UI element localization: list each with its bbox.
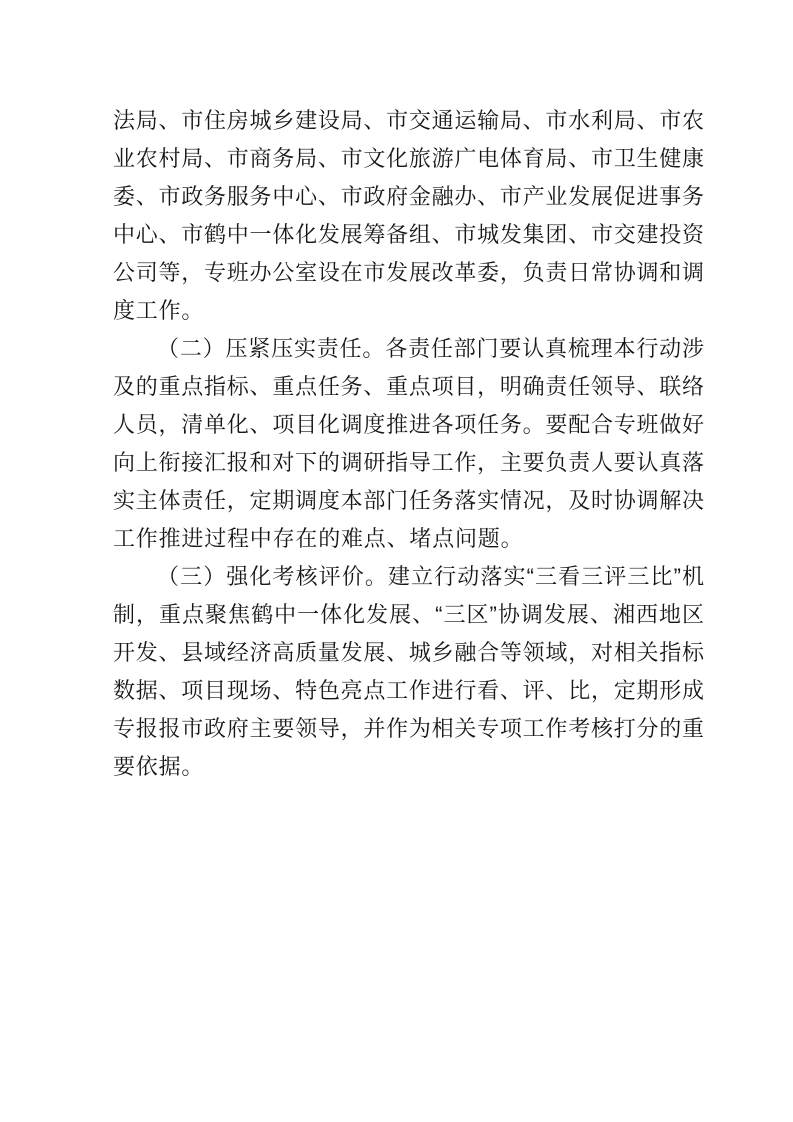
text-line: 专报报市政府主要领导，并作为相关专项工作考核打分的重	[113, 716, 704, 741]
paragraph-continuation	[113, 102, 704, 330]
document-body	[113, 102, 704, 786]
text-line: 要依据。	[113, 754, 205, 779]
text-line: 人员，清单化、项目化调度推进各项任务。要配合专班做好	[113, 412, 704, 437]
paragraph-item-2	[113, 330, 704, 558]
text-line: 数据、项目现场、特色亮点工作进行看、评、比，定期形成	[113, 678, 704, 703]
text-line: 业农村局、市商务局、市文化旅游广电体育局、市卫生健康	[113, 146, 704, 171]
text-line: 开发、县域经济高质量发展、城乡融合等领域，对相关指标	[113, 640, 704, 665]
text-line: 中心、市鹤中一体化发展筹备组、市城发集团、市交建投资	[113, 222, 704, 247]
text-line: 度工作。	[113, 298, 205, 323]
text-line: 委、市政务服务中心、市政府金融办、市产业发展促进事务	[113, 184, 704, 209]
text-line: 工作推进过程中存在的难点、堵点问题。	[113, 526, 524, 551]
text-line: （二）压紧压实责任。各责任部门要认真梳理本行动涉	[157, 336, 704, 361]
text-line: （三）强化考核评价。建立行动落实“三看三评三比”机	[157, 564, 704, 589]
text-line: 及的重点指标、重点任务、重点项目，明确责任领导、联络	[113, 374, 704, 399]
text-line: 制，重点聚焦鹤中一体化发展、“三区”协调发展、湘西地区	[113, 602, 704, 627]
text-line: 向上衔接汇报和对下的调研指导工作，主要负责人要认真落	[113, 450, 704, 475]
text-line: 法局、市住房城乡建设局、市交通运输局、市水利局、市农	[113, 108, 704, 133]
paragraph-item-3	[113, 558, 704, 786]
text-line: 公司等，专班办公室设在市发展改革委，负责日常协调和调	[113, 260, 704, 285]
text-line: 实主体责任，定期调度本部门任务落实情况，及时协调解决	[113, 488, 704, 513]
